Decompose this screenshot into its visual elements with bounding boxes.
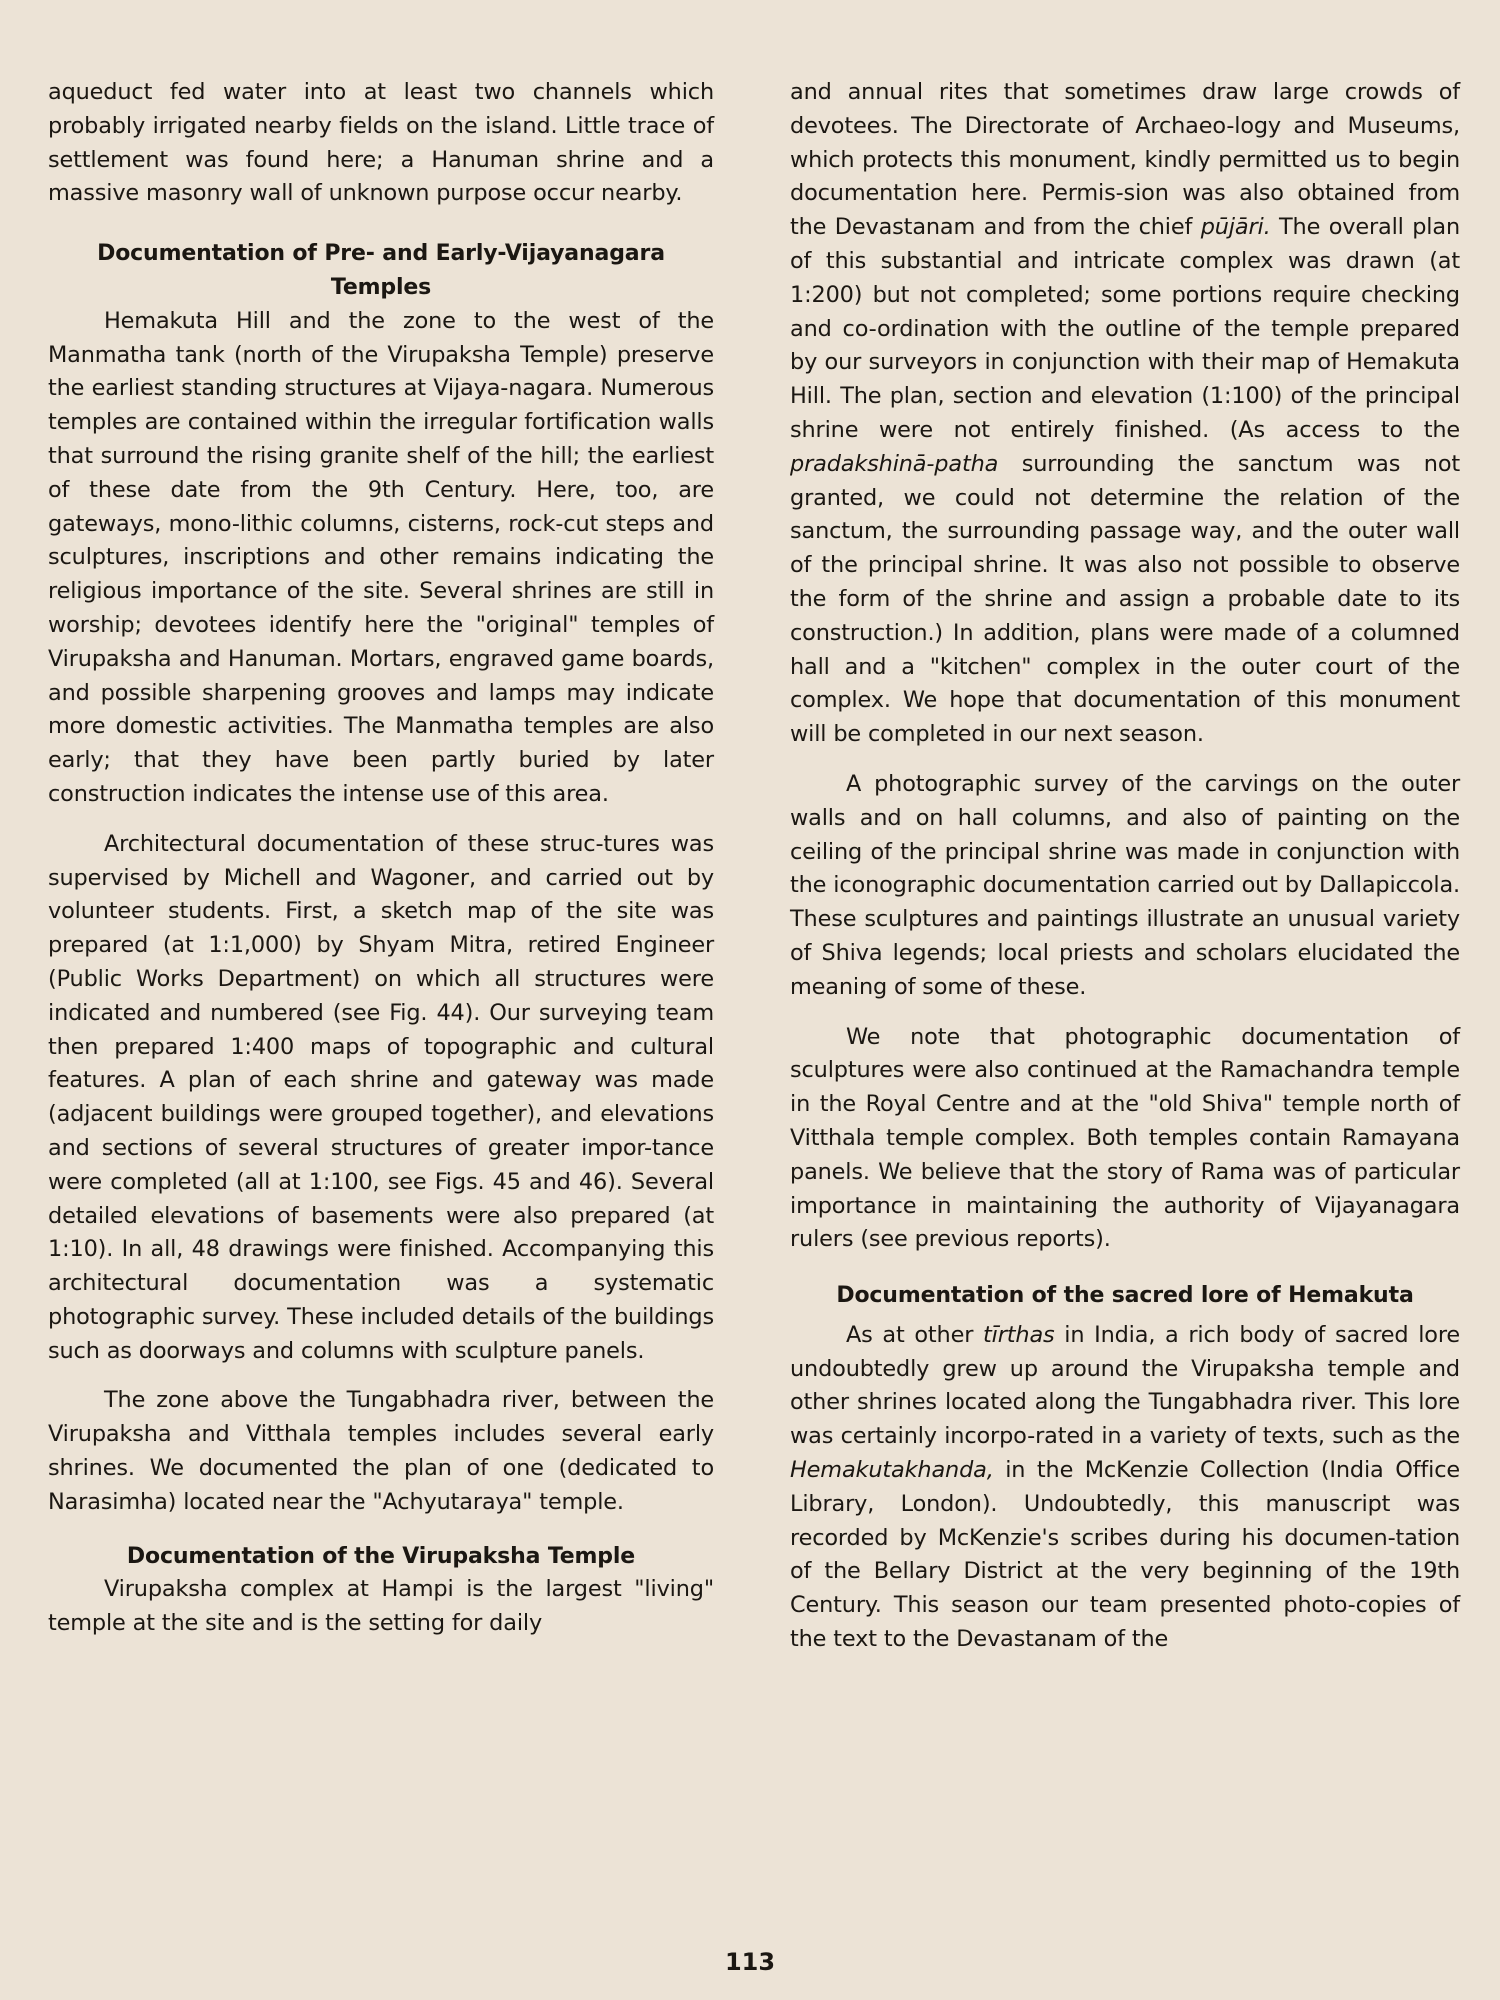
left-paragraph-5: Virupaksha complex at Hampi is the largest "living" temple at the site and is the setting for daily xyxy=(48,1576,714,1637)
italic-term-hemakutakhanda: Hemakutakhanda, xyxy=(790,1457,994,1484)
italic-term-pujari: pūjāri. xyxy=(1200,214,1271,241)
left-paragraph-4: The zone above the Tungabhadra river, between the Virupaksha and Vitthala temples includes several early shrines. We documented the plan of one (dedicated to Narasimha) located near the "Achyutaraya" temple. xyxy=(48,1387,714,1515)
page-number: 113 xyxy=(724,1948,776,1976)
left-paragraph-1: aqueduct fed water into at least two channels which probably irrigated nearby fields on the island. Little trace of settlement was found here; a Hanuman shrine and a massive masonry wall of unknown purpose occur nearby. xyxy=(48,79,714,207)
text-run: in the McKenzie Collection (India Office Library, London). Undoubtedly, this manuscript was recorded by McKenzie's scribes during his documen-tation of the Bellary District at the very beginning of the 19th Century. This season our team presented photo-copies of the text to the Devastanam of the xyxy=(790,1457,1460,1653)
right-paragraph-1 xyxy=(790,76,1460,752)
italic-term-pradakshina-patha: pradakshinā-patha xyxy=(790,450,999,477)
section-heading-pre-early-vijayanagara: Documentation of Pre- and Early-Vijayanagara Temples xyxy=(97,241,665,300)
text-run: and annual rites that sometimes draw large crowds of devotees. The Directorate of Archaeo-logy and Museums, which protects this monument, kindly permitted us to begin documentation here. Permis-sion was also obtained from the Devastanam and from the chief xyxy=(790,79,1460,241)
section-heading-sacred-lore: Documentation of the sacred lore of Hemakuta xyxy=(836,1283,1414,1309)
right-column xyxy=(790,76,1460,1657)
left-paragraph-2: Hemakuta Hill and the zone to the west of the Manmatha tank (north of the Virupaksha Temple) preserve the earliest standing structures at Vijaya-nagara. Numerous temples are contained within the irregular fortification walls that surround the rising granite shelf of the hill; the earliest of these date from the 9th Century. Here, too, are gateways, mono-lithic columns, cisterns, rock-cut steps and sculptures, inscriptions and other remains indicating the religious importance of the site. Several shrines are still in worship; devotees identify here the "original" temples of Virupaksha and Hanuman. Mortars, engraved game boards, and possible sharpening grooves and lamps may indicate more domestic activities. The Manmatha temples are also early; that they have been partly buried by later construction indicates the intense use of this area. xyxy=(48,307,714,807)
section-heading-virupaksha-temple: Documentation of the Virupaksha Temple xyxy=(126,1543,636,1569)
text-run: As at other xyxy=(846,1321,984,1348)
left-column xyxy=(48,76,714,1641)
italic-term-tirthas: tīrthas xyxy=(983,1321,1055,1348)
left-paragraph-3: Architectural documentation of these struc-tures was supervised by Michell and Wagoner, and carried out by volunteer students. First, a sketch map of the site was prepared (at 1:1,000) by Shyam Mitra, retired Engineer (Public Works Department) on which all structures were indicated and numbered (see Fig. 44). Our surveying team then prepared 1:400 maps of topographic and cultural features. A plan of each shrine and gateway was made (adjacent buildings were grouped together), and elevations and sections of several structures of greater impor-tance were completed (all at 1:100, see Figs. 45 and 46). Several detailed elevations of basements were also prepared (at 1:10). In all, 48 drawings were finished. Accompanying this architectural documentation was a systematic photographic survey. These included details of the buildings such as doorways and columns with sculpture panels. xyxy=(48,830,714,1364)
text-run: surrounding the sanctum was not granted, we could not determine the relation of the sanctum, the surrounding passage way, and the outer wall of the principal shrine. It was also not possible to observe the form of the shrine and assign a probable date to its construction.) In addition, plans were made of a columned hall and a "kitchen" complex in the outer court of the complex. We hope that documentation of this monument will be completed in our next season. xyxy=(790,450,1460,748)
text-run: in India, a rich body of sacred lore undoubtedly grew up around the Virupaksha temple and other shrines located along the Tungabhadra river. This lore was certainly incorpo-rated in a variety of texts, such as the xyxy=(790,1321,1461,1450)
right-paragraph-2: A photographic survey of the carvings on the outer walls and on hall columns, and also of painting on the ceiling of the principal shrine was made in conjunction with the iconographic documentation carried out by Dallapiccola. These sculptures and paintings illustrate an unusual variety of Shiva legends; local priests and scholars elucidated the meaning of some of these. xyxy=(790,770,1460,1000)
right-paragraph-4 xyxy=(790,1319,1460,1657)
right-paragraph-3: We note that photographic documentation of sculptures were also continued at the Ramachandra temple in the Royal Centre and at the "old Shiva" temple north of Vitthala temple complex. Both temples contain Ramayana panels. We believe that the story of Rama was of particular importance in maintaining the authority of Vijayanagara rulers (see previous reports). xyxy=(790,1023,1460,1253)
text-run: The overall plan of this substantial and intricate complex was drawn (at 1:200) but not completed; some portions require checking and co-ordination with the outline of the temple prepared by our surveyors in conjunction with their map of Hemakuta Hill. The plan, section and elevation (1:100) of the principal shrine were not entirely finished. (As access to the xyxy=(790,214,1460,443)
